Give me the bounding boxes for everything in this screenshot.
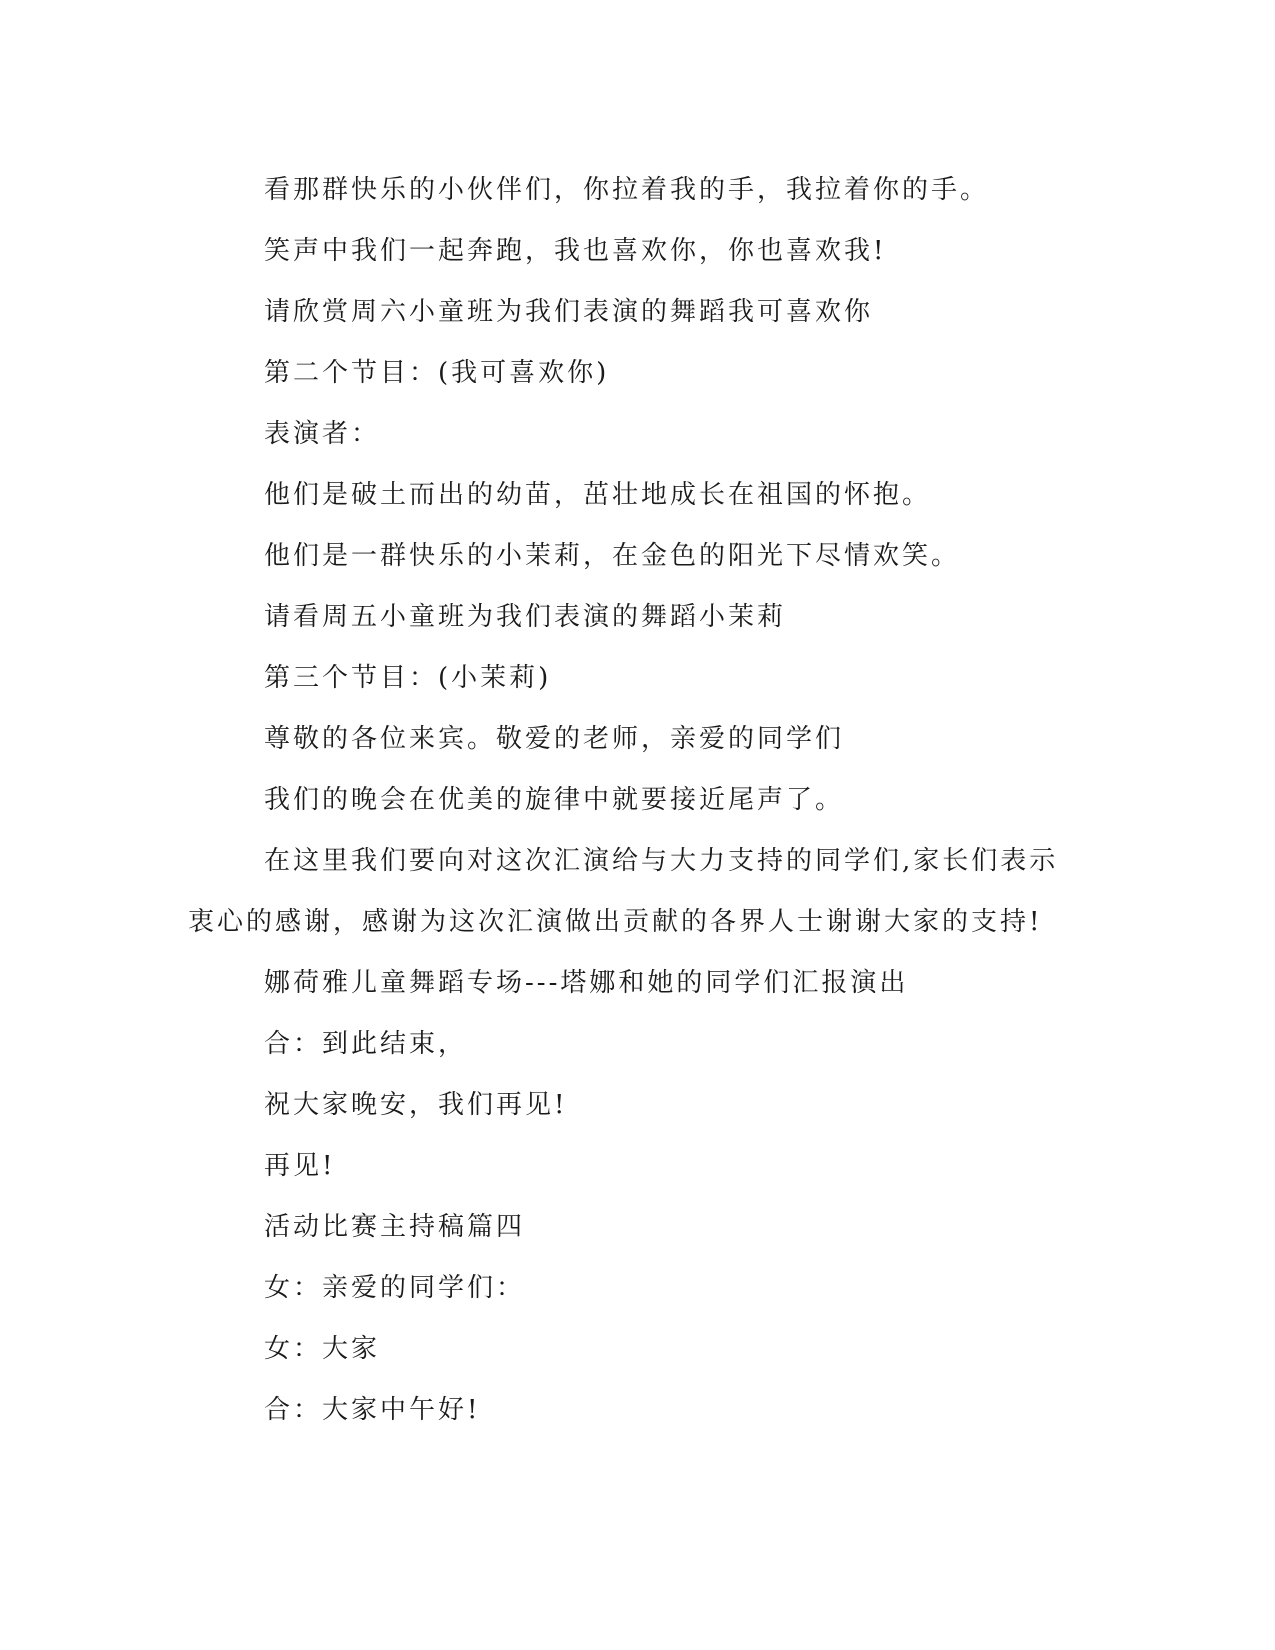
paragraph: 请欣赏周六小童班为我们表演的舞蹈我可喜欢你	[264, 297, 874, 327]
paragraph: 在这里我们要向对这次汇演给与大力支持的同学们,家长们表示衷心的感谢，感谢为这次汇演做出贡献的各界人士谢谢大家的支持!	[188, 846, 1059, 937]
paragraph: 活动比赛主持稿篇四	[264, 1212, 526, 1242]
paragraph: 他们是一群快乐的小茉莉，在金色的阳光下尽情欢笑。	[264, 541, 961, 571]
paragraph: 看那群快乐的小伙伴们，你拉着我的手，我拉着你的手。	[264, 175, 990, 205]
paragraph: 娜荷雅儿童舞蹈专场---塔娜和她的同学们汇报演出	[264, 968, 909, 998]
paragraph: 女：大家	[264, 1334, 381, 1364]
paragraph: 祝大家晚安，我们再见!	[264, 1090, 568, 1120]
paragraph: 第二个节目：(我可喜欢你)	[264, 358, 610, 388]
document-body	[188, 160, 1088, 1441]
paragraph: 尊敬的各位来宾。敬爱的老师，亲爱的同学们	[264, 724, 845, 754]
paragraph: 合：到此结束，	[264, 1029, 468, 1059]
paragraph: 合：大家中午好!	[264, 1395, 481, 1425]
paragraph: 请看周五小童班为我们表演的舞蹈小茉莉	[264, 602, 787, 632]
paragraph: 第三个节目：(小茉莉)	[264, 663, 552, 693]
paragraph: 笑声中我们一起奔跑，我也喜欢你，你也喜欢我!	[264, 236, 887, 266]
paragraph: 他们是破土而出的幼苗，茁壮地成长在祖国的怀抱。	[264, 480, 932, 510]
paragraph: 再见!	[264, 1151, 336, 1181]
paragraph: 我们的晚会在优美的旋律中就要接近尾声了。	[264, 785, 845, 815]
paragraph: 表演者：	[264, 419, 381, 449]
paragraph: 女：亲爱的同学们：	[264, 1273, 526, 1303]
